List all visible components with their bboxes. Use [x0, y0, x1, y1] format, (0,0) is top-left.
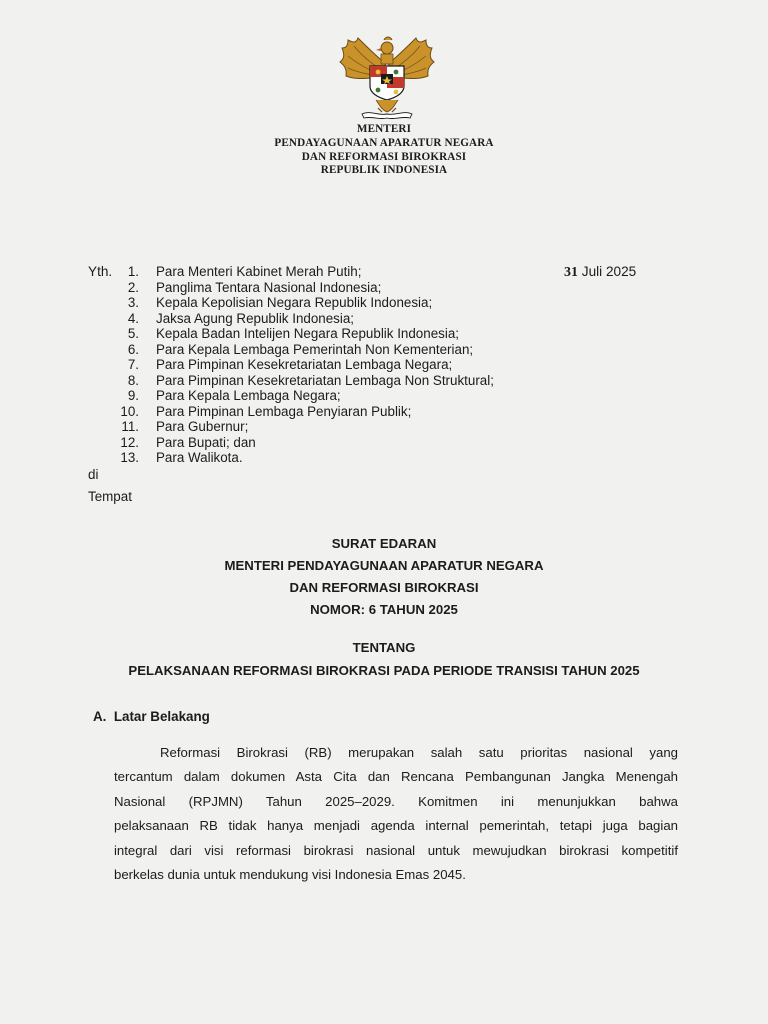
tentang-label: TENTANG [352, 640, 416, 655]
circular-issuer-line2: DAN REFORMASI BIROKRASI [289, 580, 479, 595]
section-paragraph [114, 741, 678, 887]
address-di: di [88, 467, 99, 482]
recipient-text: Kepala Kepolisian Negara Republik Indonesia; [156, 295, 433, 310]
recipient-number: 4. [127, 310, 139, 326]
recipient-number: 5. [127, 326, 139, 341]
recipient-text: Para Kepala Lembaga Pemerintah Non Kementerian; [156, 341, 474, 357]
recipient-item [118, 357, 494, 373]
recipient-item [118, 373, 494, 389]
recipient-text: Para Gubernur; [156, 419, 249, 434]
garuda-pancasila-emblem-icon [336, 34, 438, 120]
recipient-text: Para Kepala Lembaga Negara; [156, 388, 341, 403]
recipient-text: Para Bupati; dan [156, 434, 256, 450]
recipient-number: 13. [120, 450, 139, 465]
recipient-text: Para Pimpinan Kesekretariatan Lembaga Non Struktural; [156, 372, 494, 388]
recipient-number: 1. [127, 264, 139, 279]
recipient-number: 10. [120, 403, 139, 419]
recipient-text: Para Menteri Kabinet Merah Putih; [156, 264, 362, 279]
circular-subject: PELAKSANAAN REFORMASI BIROKRASI PADA PERIODE TRANSISI TAHUN 2025 [128, 663, 640, 678]
recipient-item [118, 326, 494, 342]
circular-number: NOMOR: 6 TAHUN 2025 [310, 602, 458, 617]
recipient-text: Para Pimpinan Kesekretariatan Lembaga Negara; [156, 357, 453, 372]
ministry-line: PENDAYAGUNAAN APARATUR NEGARA [274, 136, 494, 149]
paragraph-line: integral dari visi reformasi birokrasi nasional untuk mewujudkan birokrasi kompetitif [114, 842, 678, 858]
recipient-text: Jaksa Agung Republik Indonesia; [156, 310, 355, 326]
paragraph-line: Reformasi Birokrasi (RB) merupakan salah satu prioritas nasional yang [160, 745, 678, 760]
recipient-list [118, 264, 494, 466]
ministry-heading [0, 123, 768, 178]
paragraph-line: pelaksanaan RB tidak hanya menjadi agenda internal pemerintah, tetapi juga bagian [114, 818, 678, 834]
recipient-item [118, 311, 494, 327]
date-month-year: Juli 2025 [578, 264, 637, 279]
address-tempat: Tempat [88, 489, 132, 504]
circular-issuer: MENTERI PENDAYAGUNAAN APARATUR NEGARA [224, 558, 544, 573]
paragraph-line: Nasional (RPJMN) Tahun 2025–2029. Komitmen ini menunjukkan bahwa [114, 793, 678, 809]
recipient-item [118, 450, 494, 466]
recipient-number: 9. [127, 388, 139, 403]
ministry-line: DAN REFORMASI BIROKRASI [301, 150, 467, 163]
recipient-item [118, 280, 494, 296]
ministry-line: REPUBLIK INDONESIA [320, 164, 448, 177]
yth-label: Yth. [88, 264, 113, 279]
recipient-text: Panglima Tentara Nasional Indonesia; [156, 279, 382, 295]
recipient-text: Para Pimpinan Lembaga Penyiaran Publik; [156, 403, 412, 419]
recipient-item [118, 342, 494, 358]
recipient-number: 2. [127, 279, 139, 295]
recipient-text: Para Walikota. [156, 450, 243, 465]
date-day: 31 [564, 265, 578, 280]
recipient-item [118, 388, 494, 404]
recipient-item [118, 295, 494, 311]
paragraph-line: berkelas dunia untuk mendukung visi Indonesia Emas 2045. [114, 867, 466, 883]
letter-date [564, 264, 636, 281]
ministry-line: MENTERI [356, 123, 412, 135]
recipient-number: 7. [127, 357, 139, 372]
recipient-item [118, 264, 494, 280]
recipient-item [118, 419, 494, 435]
recipient-text: Kepala Badan Intelijen Negara Republik Indonesia; [156, 326, 459, 341]
recipient-item [118, 404, 494, 420]
recipient-number: 3. [127, 295, 139, 310]
circular-title: SURAT EDARAN [331, 536, 437, 551]
recipient-number: 6. [127, 341, 139, 357]
recipient-number: 12. [120, 434, 139, 450]
paragraph-line: tercantum dalam dokumen Asta Cita dan Rencana Pembangunan Jangka Menengah [114, 769, 678, 785]
section-heading: A. Latar Belakang [93, 709, 210, 724]
recipient-number: 11. [121, 419, 139, 434]
recipient-item [118, 435, 494, 451]
recipient-number: 8. [127, 372, 139, 388]
